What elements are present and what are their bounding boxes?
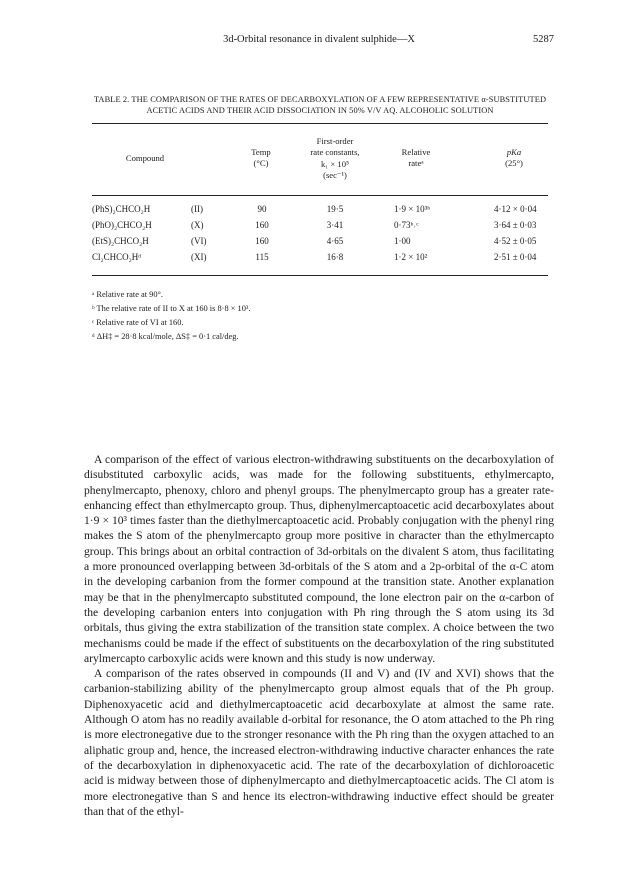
table-caption-line-1: TABLE 2. THE COMPARISON OF THE RATES OF DECARBOXYLATION OF A FEW REPRESENTATIVE α-SUBSTITUTED [93,95,547,104]
table-cell-compound: (PhS)₂CHCO₂H [92,204,151,214]
column-header-pka-line-1: pKa [506,147,522,157]
running-title: 3d-Orbital resonance in divalent sulphide—X [223,34,415,45]
table-caption [92,94,548,116]
table-cell-pka: 4·52 ± 0·05 [494,236,537,246]
column-header-pka [486,147,542,170]
table-footnote: ᶜ Relative rate of VI at 160. [92,318,184,327]
body-paragraph: A comparison of the effect of various electron-withdrawing substituents on the decarboxylation of disubstituted carboxylic acids, was made for the following substituents, ethylmercapto, phenylmercapto, phenoxy, chloro and phenyl groups. The phenylmercapto group has a greater rate-enhancing effect than ethylmercapto group. Thus, diphenylmercaptoacetic acid decarboxylates about 1·9 × 10³ times faster than the diethylmercaptoacetic acid. Probably conjugation with the phenyl ring makes the S atom of the phenylmercapto group more positive in character than the ethylmercapto group. This brings about an orbital contraction of 3d-orbitals on the divalent S atom, thus facilitating a more pronounced overlapping between 3d-orbitals of the S atom and a 2p-orbital of the α-C atom in the developing carbanion from the former compound at the transition state. Another explanation may be that in the phenylmercapto substituted compound, the lone electron pair on the α-carbon of the developing carbanion enters into conjugation with Ph ring through the S atom using its 3d orbitals, thus giving the extra stabilization of the transition state complex. A choice between the two mechanisms could be made if the effect of substituents on the decarboxylation of the ring substituted arylmercapto carboxylic acids were known and this study is now underway. [84,453,554,665]
running-head [84,34,554,50]
table-cell-relative-rate: 1·00 [394,236,411,246]
table-cell-rate-constant: 19·5 [326,204,344,214]
table-footnote: ᵈ ΔH‡ = 28·8 kcal/mole, ΔS‡ = 0·1 cal/deg. [92,332,239,341]
table-cell-rate-constant: 16·8 [326,252,344,262]
table-cell-compound: (PhO)₂CHCO₂H [92,220,152,230]
table-cell-temp: 160 [255,236,269,246]
column-header-rate-line-1: First-order [316,136,354,146]
table-cell-pka: 4·12 × 0·04 [494,204,537,214]
column-header-rate-constants [290,136,380,181]
column-header-relative-rate [386,147,446,170]
table-footnote: ᵃ Relative rate at 90°. [92,290,163,299]
column-header-compound [110,153,180,164]
table-cell-relative-rate: 1·2 × 10² [394,252,428,262]
table-cell-temp: 160 [255,220,269,230]
table-cell-compound: Cl₂CHCO₂Hᵈ [92,252,142,262]
body-paragraph: A comparison of the rates observed in compounds (II and V) and (IV and XVI) shows that the carbanion-stabilizing ability of the phenylmercapto group almost equals that of the Ph group. Diphenoxyacetic acid and diethylmercaptoacetic acid decarboxylate at almost the same rate. Although O atom has no readily available d-orbital for resonance, the O atom attached to the Ph ring is more electronegative due to the stronger resonance with the Ph ring than the oxygen attached to an aliphatic group and, hence, the increased electron-withdrawing inductive character enhances the rate of the decarboxylation in diphenoxyacetic acid. The rate of the decarboxylation of dichloroacetic acid is midway between those of diphenylmercapto and diethylmercaptoacetic acids. The Cl atom is more electronegative than S and hence its electron-withdrawing inductive effect should be greater than that of the ethyl- [84,667,554,818]
column-header-pka-line-2: (25°) [505,158,523,169]
table-cell-compound: (EtS)₂CHCO₂H [92,236,149,246]
table-cell-temp: 115 [255,252,269,262]
column-header-rate-line-3: k₁ × 10⁵ [320,158,350,169]
table-header-rule [92,195,548,196]
table-cell-relative-rate: 1·9 × 10³ᵇ [394,204,431,214]
column-header-relative-line-2: rateᵃ [408,158,424,169]
table-footnote: ᵇ The relative rate of II to X at 160 is 8·8 × 10³. [92,304,251,313]
table-caption-line-2: ACETIC ACIDS AND THEIR ACID DISSOCIATION IN 50% V/V AQ. ALCOHOLIC SOLUTION [146,106,494,115]
table-cell-compound-number: (II) [191,204,203,214]
column-header-temp [238,147,284,170]
table-cell-pka: 3·64 ± 0·03 [494,220,537,230]
column-header-temp-line-2: (°C) [253,158,269,169]
page-number: 5287 [533,34,554,45]
column-header-compound-text: Compound [125,153,165,163]
column-header-temp-line-1: Temp [251,147,271,157]
column-header-rate-line-2: rate constants, [310,147,360,158]
column-header-rate-line-4: (sec⁻¹) [323,169,347,180]
table-cell-rate-constant: 3·41 [326,220,344,230]
table-cell-temp: 90 [257,204,267,214]
table-top-rule [92,123,548,124]
column-header-relative-line-1: Relative [401,147,431,157]
body-text [84,452,554,819]
table-cell-compound-number: (XI) [191,252,207,262]
table-bottom-rule [92,275,548,276]
table-cell-pka: 2·51 ± 0·04 [494,252,537,262]
table-cell-rate-constant: 4·65 [326,236,344,246]
table-cell-compound-number: (X) [191,220,204,230]
table-cell-relative-rate: 0·73ᵇ˒ᶜ [394,220,419,230]
table-cell-compound-number: (VI) [191,236,207,246]
